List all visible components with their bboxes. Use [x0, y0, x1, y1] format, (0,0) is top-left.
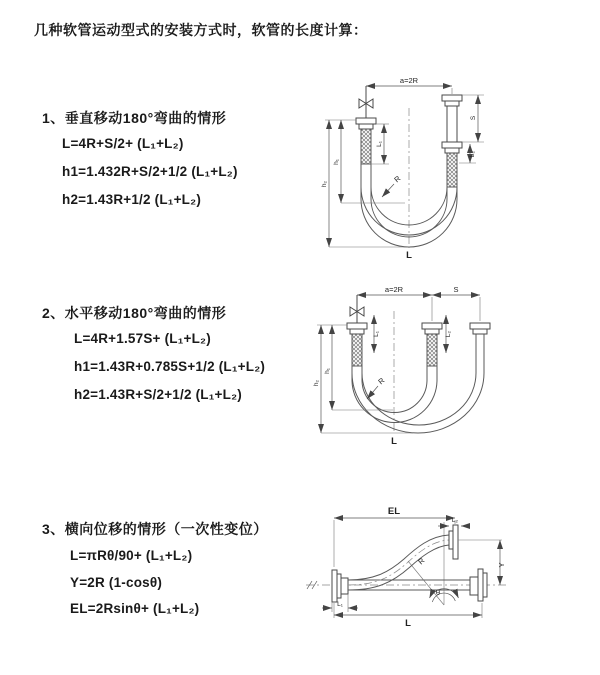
s-curve-hose	[348, 535, 449, 590]
section3-formula-EL: EL=2Rsinθ+ (L₁+L₂)	[70, 601, 200, 616]
dim-label-s: S	[453, 285, 459, 294]
dim-label-h1: h₁	[333, 159, 340, 165]
section3-heading: 3、横向位移的情形（一次性变位）	[42, 521, 268, 537]
dim-label-r: R	[376, 375, 387, 387]
dim-r	[382, 174, 403, 197]
diagram-horizontal-180-bend	[308, 283, 523, 463]
dim-label-l2: L₂	[469, 150, 476, 158]
diagram-vertical-180-bend	[310, 70, 515, 265]
dim-label-h1: h₁	[324, 368, 331, 374]
dim-label-theta: θ	[435, 588, 441, 597]
section2-formula-h2: h2=1.43R+S/2+1/2 (L₁+L₂)	[74, 387, 242, 402]
dim-l2	[445, 315, 452, 353]
middle-flange-fitting	[422, 323, 442, 366]
section2-formula-L: L=4R+1.57S+ (L₁+L₂)	[74, 331, 211, 346]
right-flange-fitting	[442, 95, 462, 187]
left-flange-fitting	[347, 323, 367, 366]
dim-label-y: Y	[497, 562, 506, 568]
lower-right-flange-fitting	[470, 569, 487, 601]
dim-label-h2: h₂	[313, 379, 320, 387]
section1-formula-h1: h1=1.432R+S/2+1/2 (L₁+L₂)	[62, 164, 238, 179]
braid-section	[352, 334, 362, 366]
dim-label-l1: L₁	[337, 601, 343, 608]
dim-label-l: L	[405, 618, 411, 629]
dim-h2	[313, 325, 413, 433]
u-hose-curves	[352, 334, 484, 433]
dim-label-l: L	[391, 436, 397, 447]
dim-label-l1: L₁	[376, 141, 383, 147]
section1-heading: 1、垂直移动180°弯曲的情形	[42, 110, 227, 126]
dim-s	[462, 95, 484, 142]
upper-right-flange-fitting	[449, 525, 458, 559]
dim-a2r	[366, 76, 452, 94]
dim-label-a2r: a=2R	[399, 76, 419, 85]
braid-section	[427, 334, 437, 366]
dim-l	[334, 603, 482, 629]
left-flange-fitting	[332, 570, 348, 602]
section2-heading: 2、水平移动180°弯曲的情形	[42, 305, 227, 321]
section3-formula-Y: Y=2R (1-cosθ)	[70, 575, 163, 590]
dim-r	[367, 376, 387, 399]
dim-label-l: L	[406, 250, 412, 261]
dim-label-r: R	[392, 173, 403, 185]
dim-label-h2: h₂	[321, 180, 328, 188]
dim-label-s: S	[470, 115, 477, 121]
page-title: 几种软管运动型式的安装方式时，软管的长度计算：	[34, 22, 368, 38]
right-flange-fitting	[470, 323, 490, 334]
valve-icon	[359, 86, 373, 118]
dim-l1	[373, 315, 380, 353]
dim-label-l2: L₂	[451, 517, 459, 524]
braid-section	[361, 129, 371, 164]
dim-s	[432, 285, 480, 321]
section1-formula-h2: h2=1.43R+1/2 (L₁+L₂)	[62, 192, 202, 207]
braid-section	[447, 153, 457, 187]
dim-label-r: R	[416, 555, 427, 567]
dim-label-el: EL	[387, 506, 401, 517]
dim-l1	[371, 124, 389, 164]
section1-formula-L: L=4R+S/2+ (L₁+L₂)	[62, 136, 184, 151]
section2-formula-h1: h1=1.43R+0.785S+1/2 (L₁+L₂)	[74, 359, 266, 374]
dim-label-a2r: a=2R	[384, 285, 404, 294]
diagram-lateral-displacement	[298, 503, 600, 653]
section3-formula-L: L=πRθ/90+ (L₁+L₂)	[70, 548, 193, 563]
left-flange-fitting	[356, 118, 376, 164]
dim-el	[334, 506, 455, 524]
valve-icon	[350, 295, 364, 323]
dim-label-l1: L₁	[373, 331, 380, 337]
dim-a2r	[357, 285, 432, 295]
dim-label-l2: L₂	[445, 330, 452, 338]
